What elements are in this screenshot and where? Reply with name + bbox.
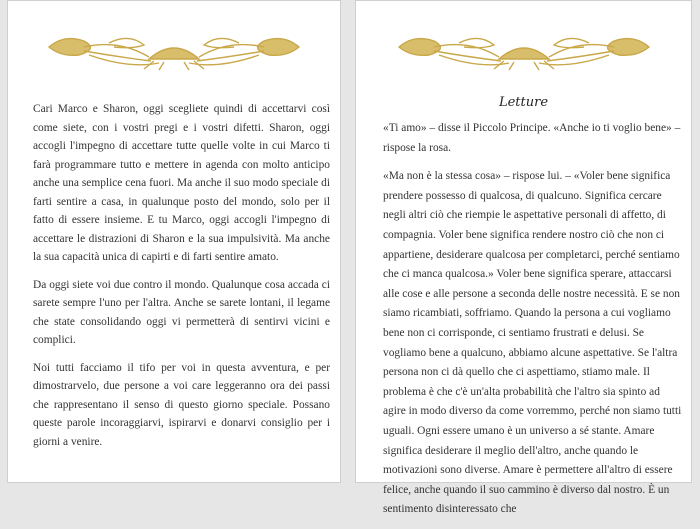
ornament-divider-icon [389, 29, 659, 71]
paragraph: Cari Marco e Sharon, oggi scegliete quindi di accettarvi così come siete, con i vostri pregi e i vostri difetti. Sharon, oggi accogli l'impegno di accettare tutte quelle volte in cui Marco ti farà programmare tutto e mettere in agenda con molto anticipo anche una semplice cena fuori. Ma anche il suo modo speciale di farti sentire a casa, in qualunque posto del mondo, solo per il fatto di essere insieme. E tu Marco, oggi accogli l'impegno di accettare le distrazioni di Sharon e la sua impulsività. Ma anche la sua capacità unica di capirti e di farti sentire amato. [33, 103, 330, 263]
document-page-left [7, 0, 341, 483]
document-page-right [355, 0, 692, 516]
body-text [33, 100, 330, 460]
paragraph: Da oggi siete voi due contro il mondo. Qualunque cosa accada ci sarete sempre l'uno per l'altra. Anche se sarete lontani, il legame che state consolidando oggi vi permetterà di sentirvi vicini e complici. [33, 278, 330, 346]
ornament-divider-icon [39, 29, 309, 71]
paragraph: «Ti amo» – disse il Piccolo Principe. «Anche io ti voglio bene» – rispose la rosa. [383, 122, 681, 154]
body-text [383, 119, 683, 529]
section-title: Letture [498, 95, 549, 110]
paragraph: Noi tutti facciamo il tifo per voi in questa avventura, e per dimostrarvelo, due persone a voi care leggeranno ora dei passi che rappresentano il senso di questo giorno speciale. Possano queste parole incoraggiarvi, ispirarvi e donarvi consiglio per i giorni a venire. [33, 361, 330, 448]
paragraph: «Ma non è la stessa cosa» – rispose lui. – «Voler bene significa prendere possesso di qualcosa, di qualcuno. Significa cercare negli altri ciò che riempie le aspettative personali di affetto, di compagnia. Voler bene significa rendere nostro ciò che non ci appartiene, desiderare qualcosa per completarci, perché sentiamo che ci manca qualcosa.» Voler bene significa sperare, attaccarsi alle cose e alle persone a seconda delle nostre necessità. E se non siamo ricambiati, soffriamo. Quando la persona a cui vogliamo bene non ci corrisponde, ci sentiamo frustrati e delusi. Se vogliamo bene a qualcuno, abbiamo alcune aspettative. Se l'altra persona non ci dà quello che ci aspettiamo, stiamo male. Il problema è che c'è un'alta probabilità che l'altro sia spinto ad agire in modo diverso da come vorremmo, perché non siamo tutti uguali. Ogni essere umano è un universo a sé stante. Amare significa desiderare il meglio dell'altro, anche quando le motivazioni sono diverse. Amare è permettere all'altro di essere felice, anche quando il suo cammino è diverso dal nostro. È un sentimento disinteressato che [383, 170, 682, 516]
